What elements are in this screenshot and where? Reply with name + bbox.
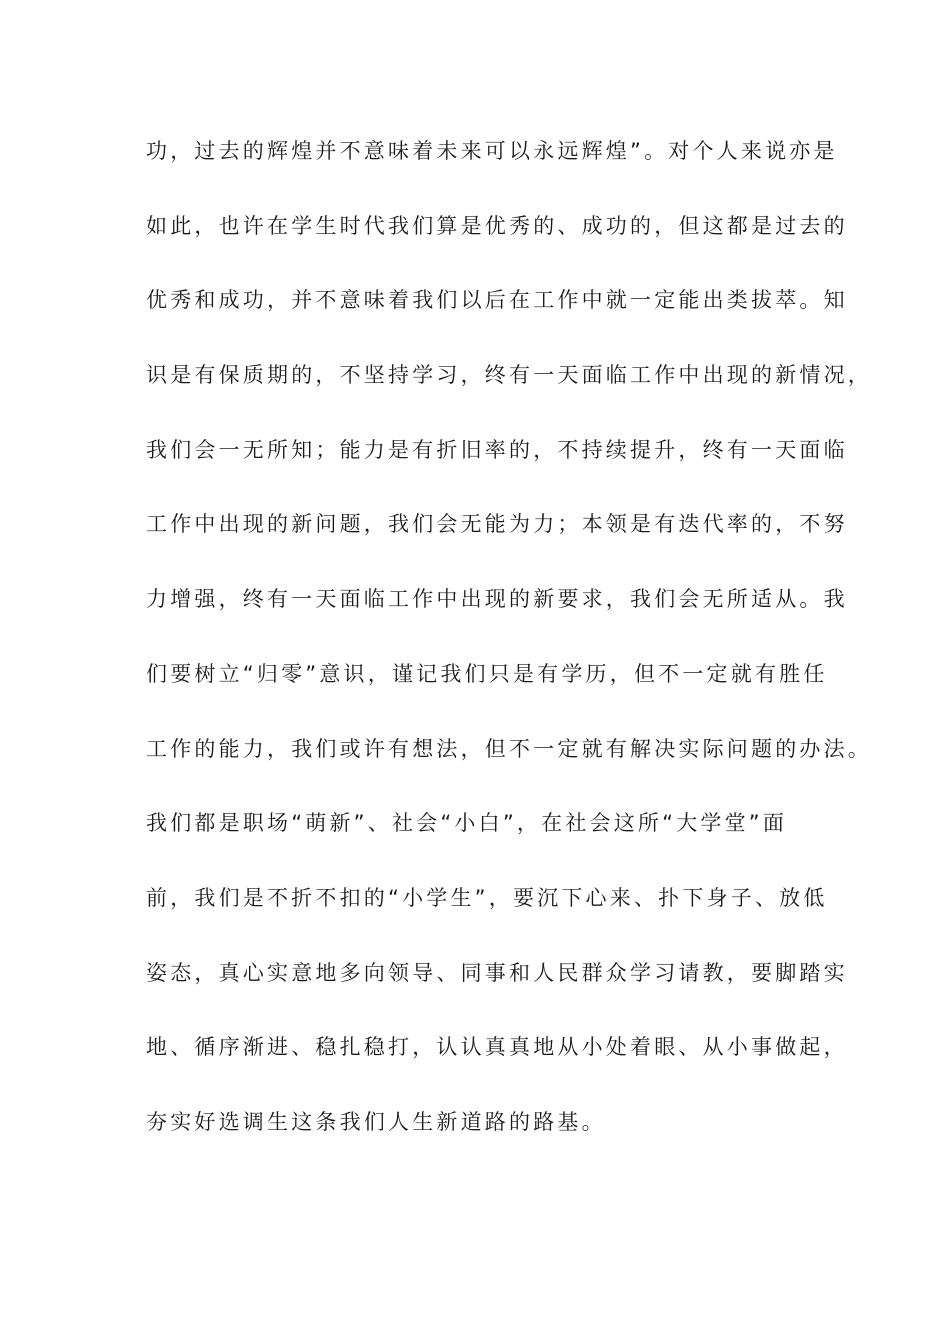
text-line-13: 地、循序渐进、稳扎稳打，认认真真地从小处着眼、从小事做起，	[146, 1035, 848, 1060]
text-line-9: 工作的能力，我们或许有想法，但不一定就有解决实际问题的办法。	[146, 736, 872, 761]
text-line-12: 姿态，真心实意地多向领导、同事和人民群众学习请教，要脚踏实	[146, 960, 848, 985]
text-line-10: 我们都是职场“萌新”、社会“小白”，在社会这所“大学堂”面	[146, 811, 788, 836]
text-line-2: 如此，也许在学生时代我们算是优秀的、成功的，但这都是过去的	[146, 213, 848, 238]
text-line-11: 前，我们是不折不扣的“小学生”，要沉下心来、扑下身子、放低	[146, 885, 828, 910]
text-line-6: 工作中出现的新问题，我们会无能为力；本领是有迭代率的，不努	[146, 512, 848, 537]
text-line-7: 力增强，终有一天面临工作中出现的新要求，我们会无所适从。我	[146, 587, 848, 612]
body-paragraph	[146, 131, 872, 1177]
text-line-1: 功，过去的辉煌并不意味着未来可以永远辉煌”。对个人来说亦是	[146, 139, 838, 163]
text-line-4: 识是有保质期的，不坚持学习，终有一天面临工作中出现的新情况，	[146, 363, 872, 388]
text-line-3: 优秀和成功，并不意味着我们以后在工作中就一定能出类拔萃。知	[146, 288, 848, 313]
text-line-14: 夯实好选调生这条我们人生新道路的路基。	[146, 1109, 606, 1134]
text-line-5: 我们会一无所知；能力是有折旧率的，不持续提升，终有一天面临	[146, 437, 848, 462]
text-line-8: 们要树立“归零”意识，谨记我们只是有学历，但不一定就有胜任	[146, 661, 828, 686]
